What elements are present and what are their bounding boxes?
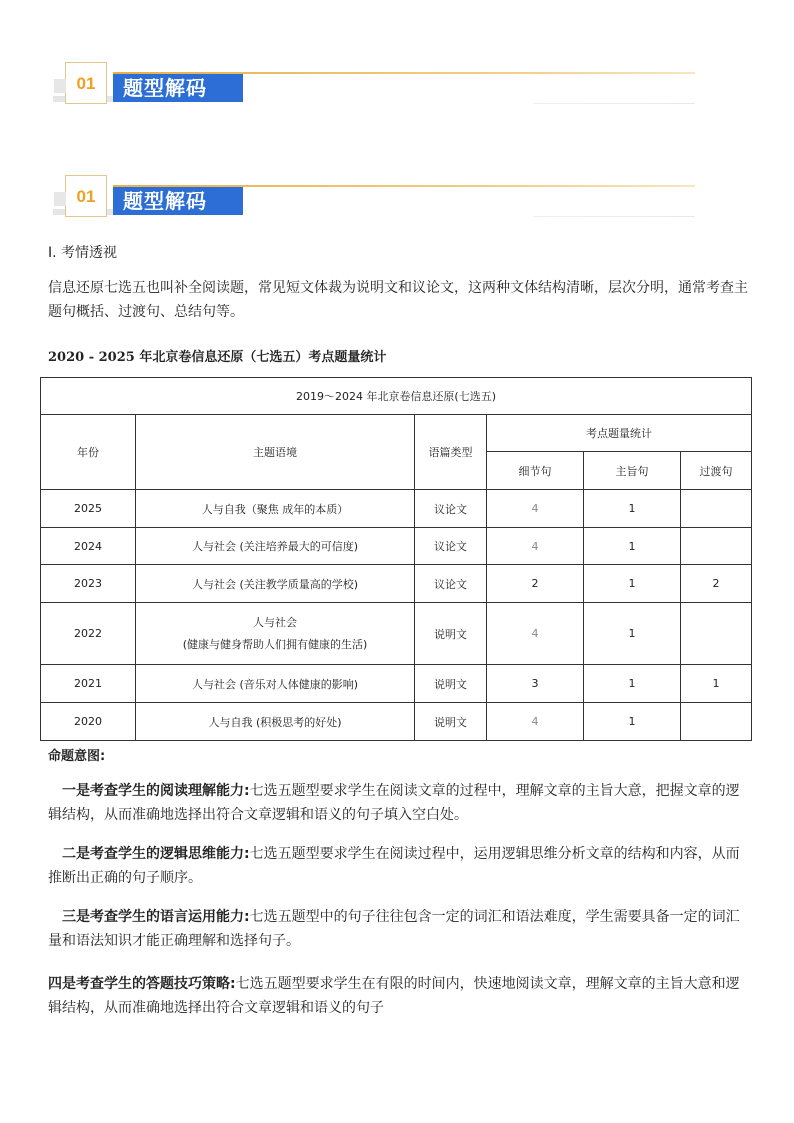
cell-detail: 4: [487, 528, 584, 565]
table-row: [41, 490, 752, 528]
cell-detail: 4: [487, 490, 584, 528]
cell-detail: 3: [487, 665, 584, 703]
intent-lead: 三是考查学生的语言运用能力:: [62, 909, 250, 925]
cell-main: 1: [584, 665, 681, 703]
cell-genre: 议论文: [415, 528, 487, 565]
cell-theme-line2: (健康与健身帮助人们拥有健康的生活): [182, 637, 368, 651]
cell-genre: 说明文: [415, 603, 487, 665]
cell-detail: 2: [487, 565, 584, 603]
cell-transition: 2: [681, 565, 752, 603]
header-underline: [533, 103, 695, 104]
intent-body: 七选五题型要求学生在有限的时间内，快速地阅读文章，理解文章的主旨大意和逻辑结构，从而准确地选择出符合文章逻辑和语义的句子: [48, 976, 740, 1016]
intent-paragraph: [48, 779, 748, 827]
section-heading: I. 考情透视: [48, 245, 118, 261]
cell-theme: 人与自我（聚焦 成年的本质）: [136, 490, 415, 528]
header-transition: 过渡句: [681, 452, 752, 490]
cell-year: 2024: [41, 528, 136, 565]
section-header: [53, 70, 695, 118]
cell-theme: 人与自我 (积极思考的好处): [136, 703, 415, 741]
intent-lead: 四是考查学生的答题技巧策略:: [48, 976, 236, 992]
section-number: 01: [65, 62, 107, 104]
cell-theme: 人与社会 (音乐对人体健康的影响): [136, 665, 415, 703]
cell-theme: 人与社会 (关注培养最大的可信度): [136, 528, 415, 565]
table-row: [41, 603, 752, 665]
cell-theme: [136, 603, 415, 665]
cell-main: 1: [584, 528, 681, 565]
table-row: [41, 565, 752, 603]
intro-paragraph: 信息还原七选五也叫补全阅读题，常见短文体裁为说明文和议论文，这两种文体结构清晰，层次分明，通常考查主题句概括、过渡句、总结句等。: [48, 280, 748, 320]
section-title: 题型解码: [113, 187, 243, 215]
header-theme: 主题语境: [136, 415, 415, 490]
cell-main: 1: [584, 703, 681, 741]
intent-body: 七选五题型要求学生在阅读过程中，运用逻辑思维分析文章的结构和内容，从而推断出正确的句子顺序。: [48, 846, 740, 886]
cell-theme-line1: 人与社会: [253, 615, 297, 629]
table-title: 2020 - 2025 年北京卷信息还原（七选五）考点题量统计: [48, 350, 387, 365]
cell-year: 2020: [41, 703, 136, 741]
header-genre: 语篇类型: [415, 415, 487, 490]
header-detail: 细节句: [487, 452, 584, 490]
cell-detail: 4: [487, 703, 584, 741]
cell-main: 1: [584, 603, 681, 665]
cell-year: 2023: [41, 565, 136, 603]
table-row: [41, 665, 752, 703]
cell-year: 2022: [41, 603, 136, 665]
header-underline: [533, 216, 695, 217]
cell-genre: 议论文: [415, 565, 487, 603]
table-row: [41, 703, 752, 741]
cell-transition: 1: [681, 665, 752, 703]
cell-genre: 议论文: [415, 490, 487, 528]
intent-paragraph: [48, 842, 748, 890]
table-row: [41, 528, 752, 565]
cell-genre: 说明文: [415, 703, 487, 741]
cell-year: 2025: [41, 490, 136, 528]
intent-lead: 一是考查学生的阅读理解能力:: [62, 783, 250, 799]
cell-main: 1: [584, 565, 681, 603]
intent-body: 七选五题型要求学生在阅读文章的过程中，理解文章的主旨大意，把握文章的逻辑结构，从而准确地选择出符合文章逻辑和语义的句子填入空白处。: [48, 783, 740, 823]
section-number: 01: [65, 175, 107, 217]
cell-detail: 4: [487, 603, 584, 665]
header-stats: 考点题量统计: [487, 415, 752, 452]
stats-table: [40, 377, 752, 741]
header-main: 主旨句: [584, 452, 681, 490]
intent-title: 命题意图:: [48, 749, 106, 764]
cell-transition: [681, 703, 752, 741]
cell-theme: 人与社会 (关注教学质量高的学校): [136, 565, 415, 603]
cell-genre: 说明文: [415, 665, 487, 703]
section-title: 题型解码: [113, 74, 243, 102]
table-caption: 2019～2024 年北京卷信息还原(七选五): [41, 378, 752, 415]
cell-transition: [681, 528, 752, 565]
intent-paragraph: [48, 905, 748, 953]
cell-transition: [681, 490, 752, 528]
intent-lead: 二是考查学生的逻辑思维能力:: [62, 846, 250, 862]
cell-main: 1: [584, 490, 681, 528]
intent-body: 七选五题型中的句子往往包含一定的词汇和语法难度，学生需要具备一定的词汇量和语法知识才能正确理解和选择句子。: [48, 909, 740, 949]
cell-year: 2021: [41, 665, 136, 703]
intent-paragraph: [48, 972, 748, 1020]
header-year: 年份: [41, 415, 136, 490]
cell-transition: [681, 603, 752, 665]
section-header: [53, 183, 695, 231]
